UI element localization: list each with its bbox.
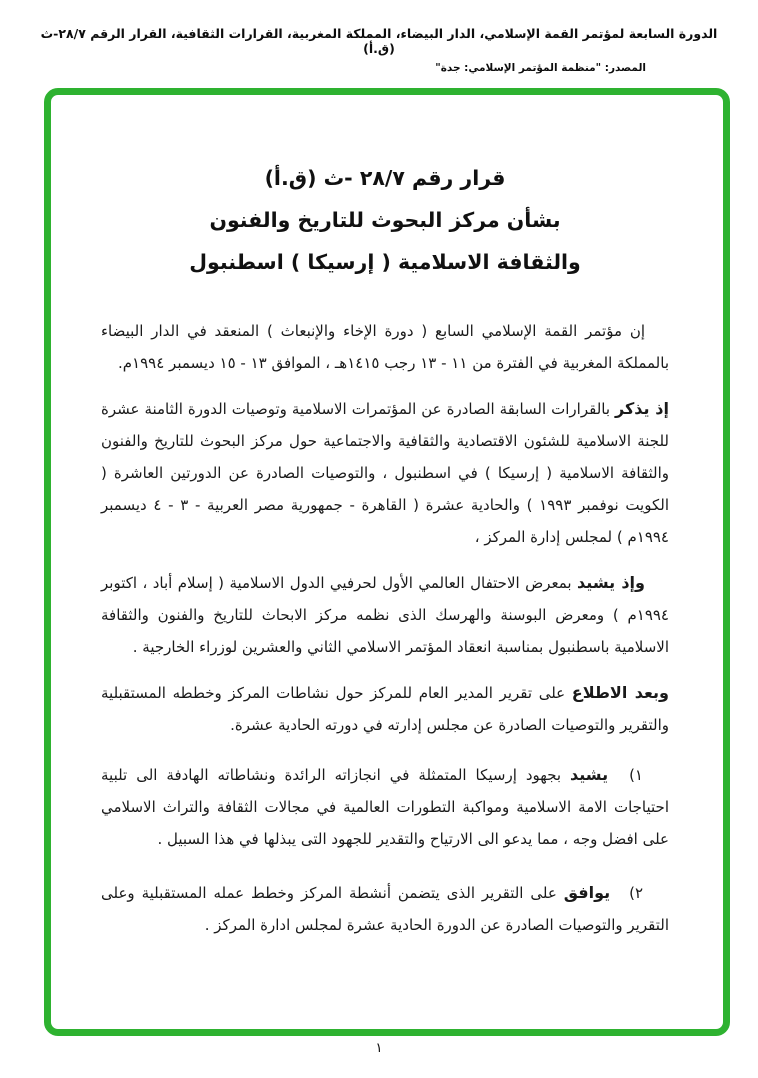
paragraph-lead: إذ يذكر: [615, 399, 669, 418]
header-citation: الدورة السابعة لمؤتمر القمة الإسلامي، الدار البيضاء، المملكة المغربية، القرارات الثقافية، القرار الرقم ٢٨/٧-ث (ق.أ): [40, 26, 718, 56]
recalling-paragraph: [101, 393, 669, 553]
paragraph-text: على تقرير المدير العام للمركز حول نشاطات المركز وخططه المستقبلية والتقرير والتوصيات الصادرة عن مجلس إدارته في دورته الحادية عشرة.: [101, 684, 669, 734]
title-line-2: بشأن مركز البحوث للتاريخ والفنون: [209, 208, 561, 232]
paragraph-text: بمعرض الاحتفال العالمي الأول لحرفيي الدول الاسلامية ( إسلام أباد ، اكتوبر ١٩٩٤م ) ومعرض البوسنة والهرسك الذى نظمه مركز الابحاث للتاريخ والفنون والثقافة الاسلامية باسطنبول بمناسبة انعقاد المؤتمر الاسلامي الثاني والعشرين لوزراء الخارجية .: [101, 574, 669, 656]
item-number: ١): [629, 766, 643, 784]
title-line-3: والثقافة الاسلامية ( إرسيكا ) اسطنبول: [189, 250, 581, 274]
commending-paragraph: [101, 567, 669, 663]
resolution-items: [101, 759, 669, 941]
document-header: [0, 0, 758, 74]
green-border-frame: [44, 88, 730, 1036]
title-line-1: قرار رقم ٢٨/٧ -ث (ق.أ): [264, 166, 506, 190]
having-reviewed-paragraph: [101, 677, 669, 741]
page-number: ١: [375, 1040, 383, 1056]
list-item: [101, 877, 669, 941]
list-item: [101, 759, 669, 855]
resolution-title: [101, 157, 669, 283]
item-number: ٢): [629, 884, 643, 902]
paragraph-lead: وبعد الاطلاع: [571, 683, 670, 702]
paragraph-lead: وإذ يشيد: [577, 573, 645, 592]
preamble-paragraph: إن مؤتمر القمة الإسلامي السابع ( دورة الإخاء والإنبعاث ) المنعقد في الدار البيضاء بالمملكة المغربية في الفترة من ١١ - ١٣ رجب ١٤١٥هـ ، الموافق ١٣ - ١٥ ديسمبر ١٩٩٤م.: [101, 322, 669, 372]
item-text: بجهود إرسيكا المتمثلة في انجازاته الرائدة ونشاطاته الهادفة الى تلبية احتياجات الامة الاسلامية ومواكبة التطورات العالمية في مجالات الثقافة والتراث الاسلامي على افضل وجه ، مما يدعو الى الارتياح والتقدير للجهود التى يبذلها في هذا السبيل .: [101, 766, 669, 848]
item-lead: يوافق: [563, 883, 611, 902]
resolution-body: [51, 95, 723, 941]
item-text: على التقرير الذى يتضمن أنشطة المركز وخطط عمله المستقبلية وعلى التقرير والتوصيات الصادرة عن الدورة الحادية عشرة لمجلس ادارة المركز .: [101, 884, 669, 934]
item-lead: يشيد: [570, 765, 609, 784]
header-source: المصدر: "منظمة المؤتمر الإسلامي: جدة": [435, 62, 646, 74]
paragraph-text: بالقرارات السابقة الصادرة عن المؤتمرات الاسلامية وتوصيات الدورة الثامنة عشرة للجنة الاسلامية للشئون الاقتصادية والثقافية والاجتماعية حول مركز البحوث للتاريخ والفنون والثقافة الاسلامية ( إرسيكا ) في اسطنبول ، والتوصيات الصادرة عن الدورتين العاشرة ( الكويت نوفمبر ١٩٩٣ ) والحادية عشرة ( القاهرة - جمهورية مصر العربية - ٣ - ٤ ديسمبر ١٩٩٤م ) لمجلس إدارة المركز ،: [101, 400, 669, 546]
